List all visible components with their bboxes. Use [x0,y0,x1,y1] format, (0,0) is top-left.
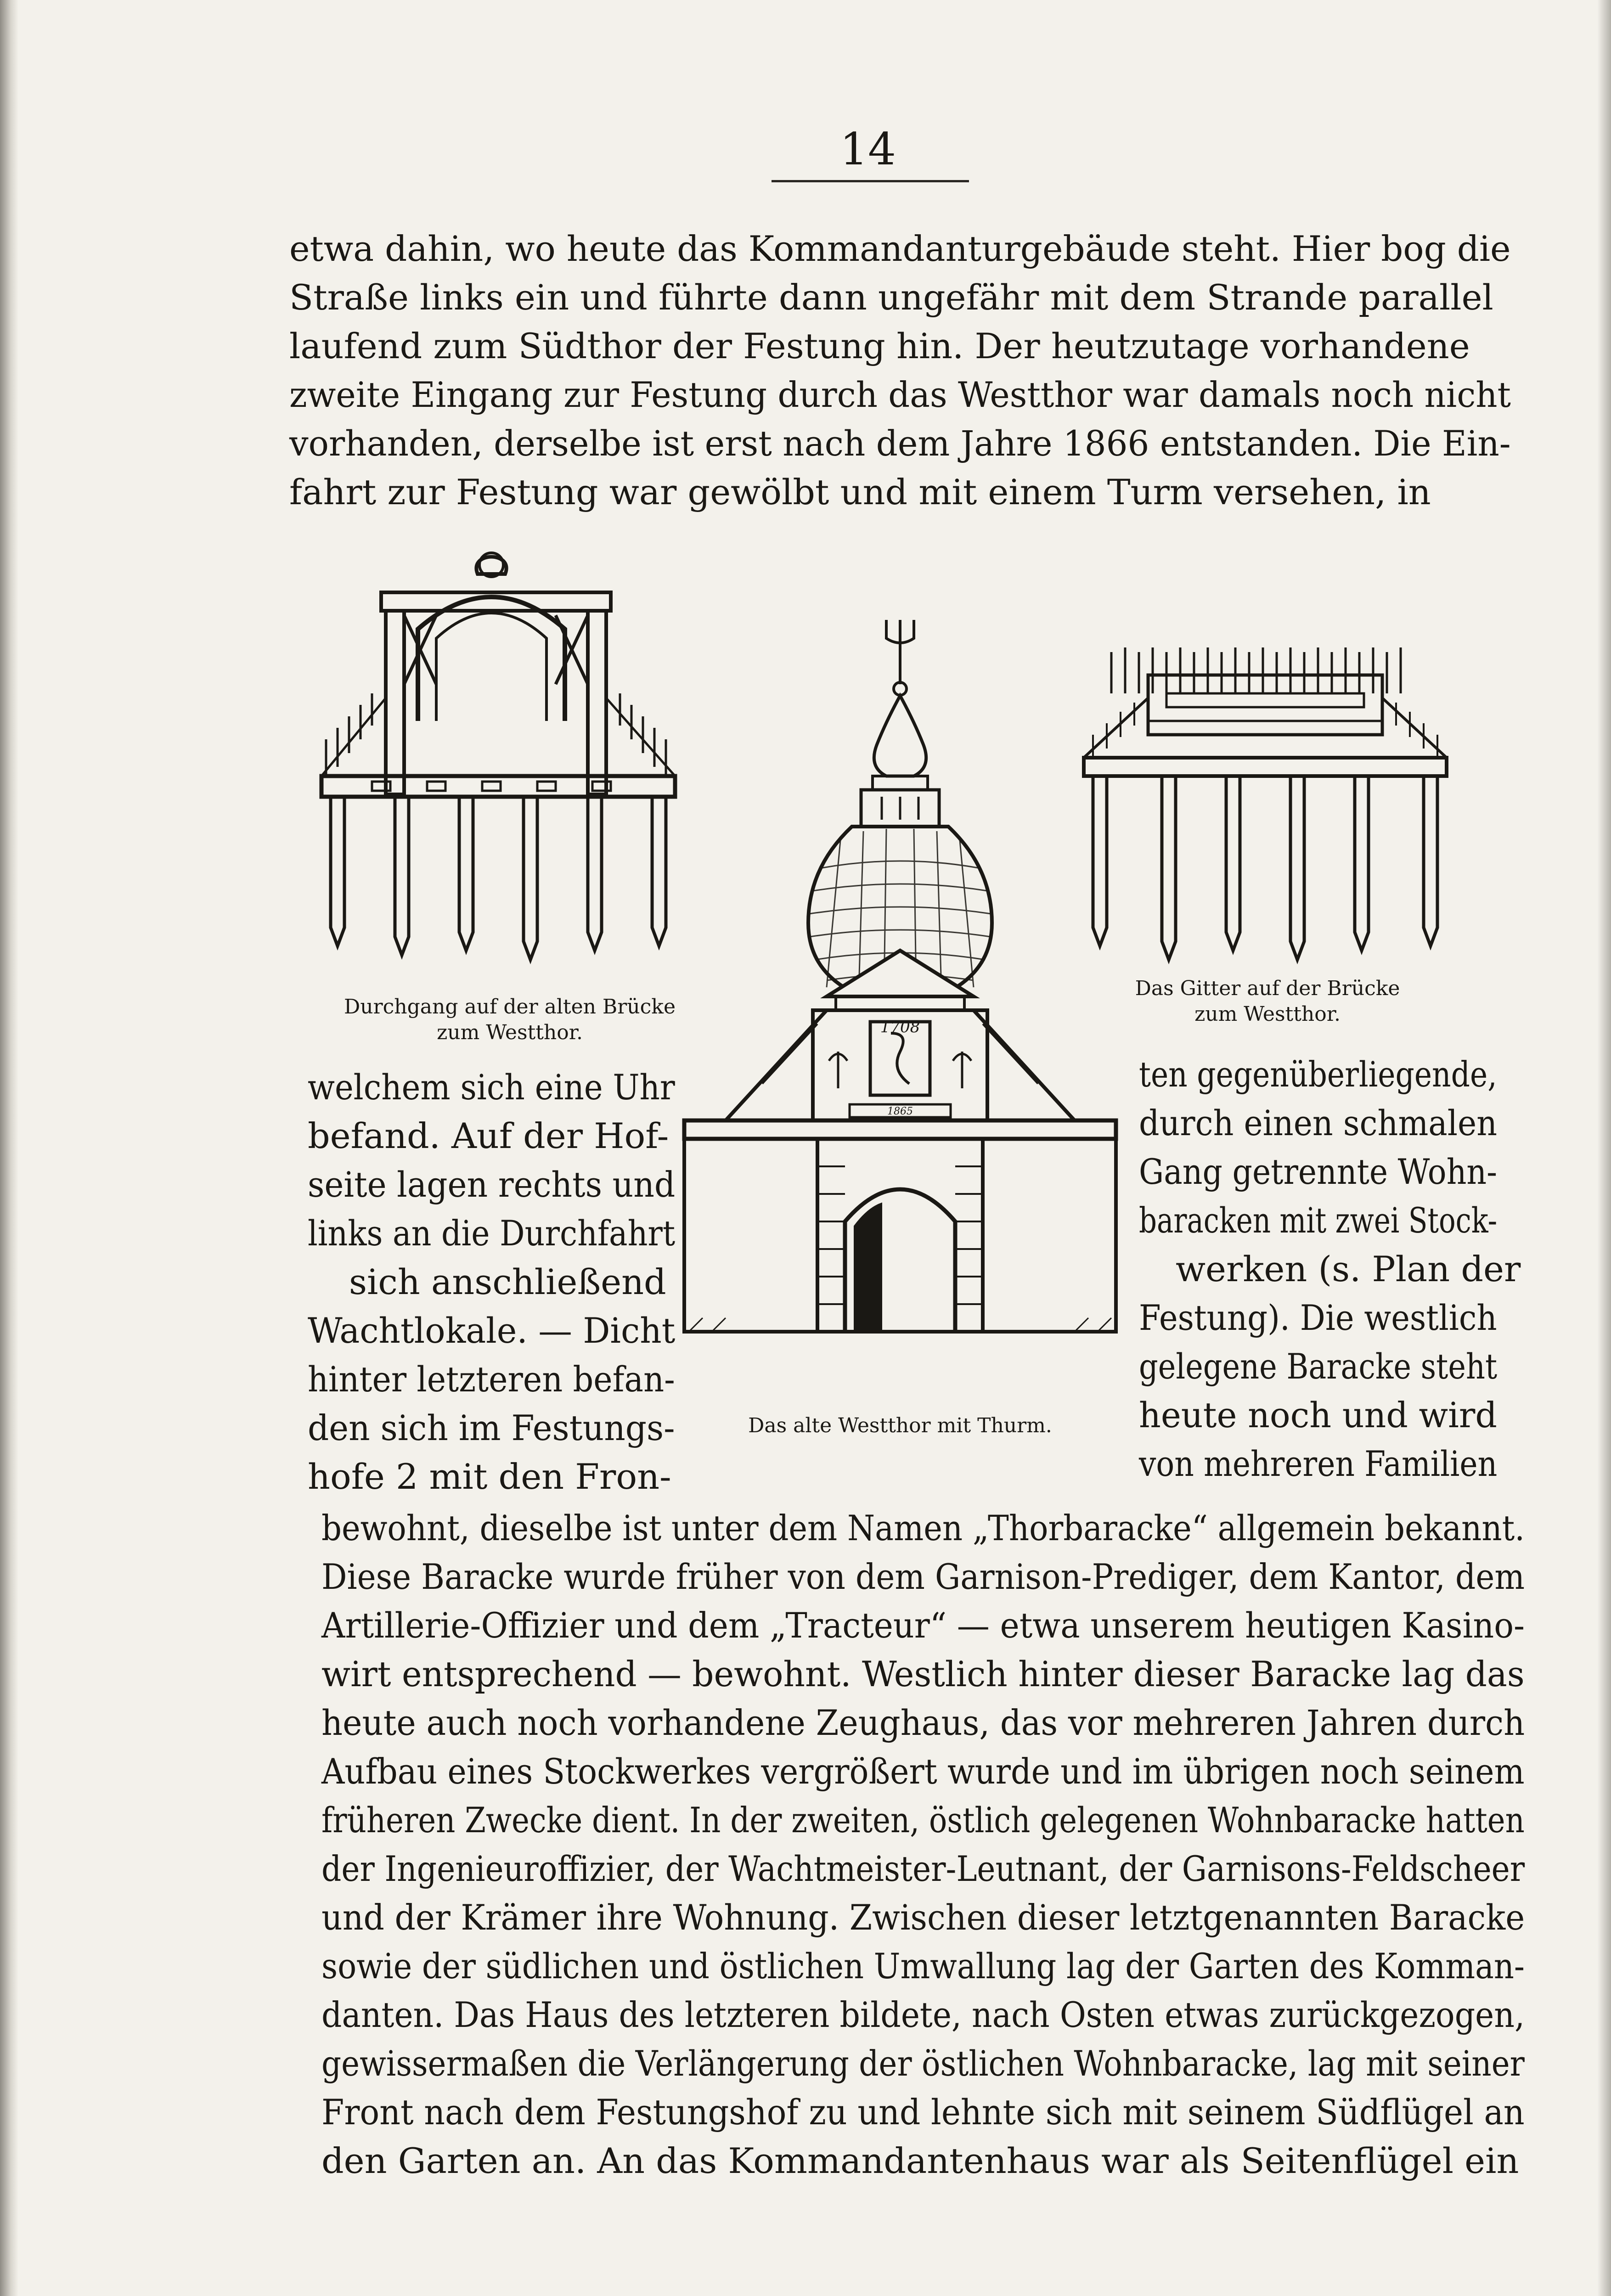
body-line: hofe 2 mit den Fron- [308,1456,671,1497]
body-line: seite lagen rechts und [308,1164,676,1205]
body-line: etwa dahin, wo heute das Kommandanturgebäude steht. Hier bog die [289,228,1511,269]
body-line: früheren Zwecke dient. In der zweiten, östlich gelegenen Wohnbaracke hatten [321,1800,1525,1840]
body-line: Straße links ein und führte dann ungefähr mit dem Strande parallel [289,277,1493,318]
body-line: durch einen schmalen [1139,1103,1498,1143]
page-number: 14 [839,124,896,175]
body-line: gewissermaßen die Verlängerung der östlichen Wohnbaracke, lag mit seiner [321,2043,1525,2084]
body-line: Festung). Die westlich [1139,1297,1497,1338]
body-line: Diese Baracke wurde früher von dem Garnison-Prediger, dem Kantor, dem [321,1556,1525,1597]
body-line: heute noch und wird [1139,1395,1497,1435]
figure-caption: Das Gitter auf der Brücke [1135,977,1400,1000]
body-line: danten. Das Haus des letzteren bildete, nach Osten etwas zurückgezogen, [321,1994,1525,2035]
body-line: fahrt zur Festung war gewölbt und mit einem Turm versehen, in [289,472,1431,512]
figure-caption: Das alte Westthor mit Thurm. [748,1414,1052,1437]
body-line: und der Krämer ihre Wohnung. Zwischen dieser letztgenannten Baracke [321,1897,1525,1938]
gate-date-top: 1708 [880,1018,920,1036]
body-line: Aufbau eines Stockwerkes vergrößert wurde und im übrigen noch seinem [321,1751,1525,1792]
gate-date-bottom: 1865 [887,1106,913,1117]
body-line: hinter letzteren befan- [308,1359,675,1400]
body-line: den Garten an. An das Kommandantenhaus war als Seitenflügel ein [321,2140,1519,2181]
body-line: der Ingenieuroffizier, der Wachtmeister-Leutnant, der Garnisons-Feldscheer [321,1848,1525,1889]
body-line: ten gegenüberliegende, [1139,1054,1497,1095]
body-line: Gang getrennte Wohn- [1139,1151,1498,1192]
body-line: wirt entsprechend — bewohnt. Westlich hinter dieser Baracke lag das [321,1654,1525,1694]
body-line: Artillerie-Offizier und dem „Tracteur“ — etwa unserem heutigen Kasino- [321,1605,1525,1646]
figure-caption: zum Westthor. [1194,1002,1341,1026]
figure-caption: zum Westthor. [437,1021,583,1044]
header-rule [772,180,969,182]
body-line: Wachtlokale. — Dicht [308,1310,676,1351]
body-line: vorhanden, derselbe ist erst nach dem Jahre 1866 entstanden. Die Ein- [289,423,1511,464]
body-line: gelegene Baracke steht [1139,1346,1498,1387]
body-line: zweite Eingang zur Festung durch das Westthor war damals noch nicht [289,374,1511,415]
body-line: laufend zum Südthor der Festung hin. Der heutzutage vorhandene [289,326,1470,366]
body-line: links an die Durchfahrt [308,1213,676,1254]
body-line: heute auch noch vorhandene Zeughaus, das vor mehreren Jahren durch [321,1702,1525,1743]
body-line: sich anschließend [349,1261,666,1302]
figure-bridge-grate [1075,643,1456,969]
body-line: sowie der südlichen und östlichen Umwallung lag der Garten des Komman- [321,1946,1525,1986]
page-edge-shadow-left [0,0,18,2296]
figure-bridge-passage [303,546,716,987]
body-line: bewohnt, dieselbe ist unter dem Namen „Thorbaracke“ allgemein bekannt. [321,1508,1525,1548]
body-line: welchem sich eine Uhr [308,1067,675,1108]
page-edge-shadow-right [1597,0,1611,2296]
body-line: werken (s. Plan der [1176,1249,1521,1289]
body-line: Front nach dem Festungshof zu und lehnte sich mit seinem Südflügel an [321,2092,1525,2133]
body-line: befand. Auf der Hof- [308,1115,669,1156]
body-line: den sich im Festungs- [308,1407,675,1448]
body-line: von mehreren Familien [1139,1443,1498,1484]
body-line: baracken mit zwei Stock- [1139,1200,1498,1241]
figure-caption: Durchgang auf der alten Brücke [344,995,676,1019]
figure-west-gate-tower [670,611,1130,1391]
